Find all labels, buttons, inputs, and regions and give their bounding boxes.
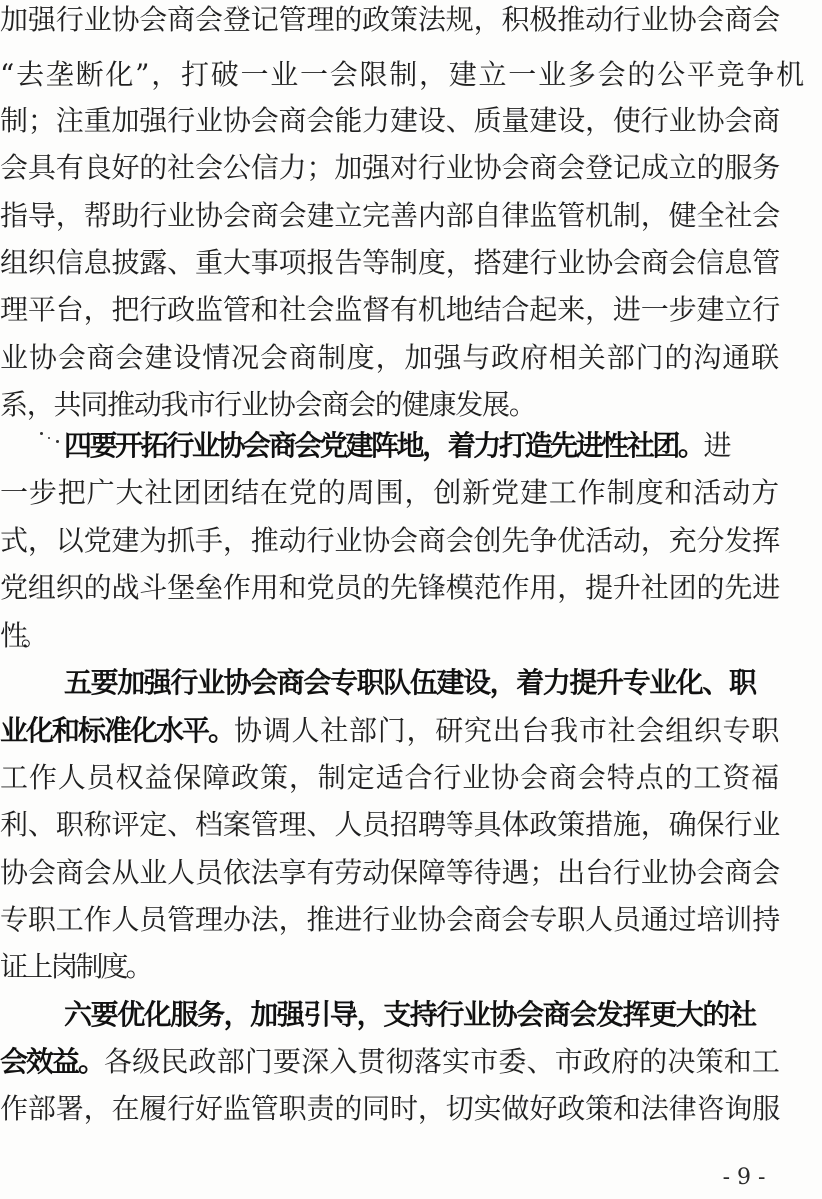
section-heading-5: 五要加强行业协会商会专职队伍建设，着力提升专业化、职 bbox=[64, 666, 756, 699]
text: 党组织的战斗堡垒作用和党员的先锋模范作用，提升社团的先进 bbox=[0, 571, 781, 604]
paragraph-3-line-3 bbox=[0, 751, 822, 805]
paragraph-3-line-7 bbox=[0, 940, 822, 994]
text: 业协会商会建设情况会商制度，加强与政府相关部门的沟通联 bbox=[0, 341, 781, 374]
text: 会具有良好的社会公信力；加强对行业协会商会登记成立的服务 bbox=[0, 151, 781, 184]
paragraph-2-line-4 bbox=[0, 561, 822, 615]
paragraph-1-line-8 bbox=[0, 331, 822, 385]
paragraph-4-line-3 bbox=[0, 1082, 822, 1136]
text: 制；注重加强行业协会商会能力建设、质量建设，使行业协会商 bbox=[0, 104, 781, 137]
paragraph-2-line-2 bbox=[0, 466, 822, 520]
section-heading-6: 六要优化服务，加强引导，支持行业协会商会发挥更大的社 bbox=[64, 998, 756, 1031]
text: 系，共同推动我市行业协会商会的健康发展。 bbox=[0, 388, 536, 421]
paragraph-4-line-1 bbox=[0, 988, 822, 1042]
text: “去垄断化”，打破一业一会限制，建立一业多会的公平竞争机 bbox=[0, 58, 806, 91]
text: 各级民政部门要深入贯彻落实市委、市政府的决策和工 bbox=[104, 1045, 781, 1078]
text: 作部署，在履行好监管职责的同时，切实做好政策和法律咨询服 bbox=[0, 1092, 781, 1125]
text: 利、职称评定、档案管理、人员招聘等具体政策措施，确保行业 bbox=[0, 808, 781, 841]
text: 式，以党建为抓手，推动行业协会商会创先争优活动，充分发挥 bbox=[0, 524, 781, 557]
paragraph-3-line-5 bbox=[0, 846, 822, 900]
text: 协会商会从业人员依法享有劳动保障等待遇；出台行业协会商会 bbox=[0, 856, 781, 889]
page-number: - 9 - bbox=[722, 1165, 766, 1190]
paragraph-2-line-5 bbox=[0, 609, 822, 663]
text: 协调人社部门，研究出台我市社会组织专职 bbox=[234, 714, 781, 747]
paragraph-3-line-1 bbox=[0, 656, 822, 710]
section-heading-6-cont: 会效益。 bbox=[0, 1045, 105, 1078]
section-heading-5-cont: 业化和标准化水平。 bbox=[0, 714, 235, 747]
paragraph-3-line-2 bbox=[0, 704, 822, 758]
text: 工作人员权益保障政策，制定适合行业协会商会特点的工资福 bbox=[0, 761, 781, 794]
text: 组织信息披露、重大事项报告等制度，搭建行业协会商会信息管 bbox=[0, 246, 781, 279]
text: 理平台，把行政监管和社会监督有机地结合起来，进一步建立行 bbox=[0, 293, 781, 326]
text: 加强行业协会商会登记管理的政策法规，积极推动行业协会商会 bbox=[0, 3, 781, 36]
paragraph-4-line-2 bbox=[0, 1035, 822, 1089]
paragraph-3-line-4 bbox=[0, 798, 822, 852]
text: 性。 bbox=[0, 619, 42, 652]
text: 指导，帮助行业协会商会建立完善内部自律监管机制，健全社会 bbox=[0, 199, 781, 232]
paragraph-3-line-6 bbox=[0, 893, 822, 947]
text: 进 bbox=[703, 429, 735, 462]
text: 证上岗制度。 bbox=[0, 950, 151, 983]
paragraph-2-line-1 bbox=[0, 419, 822, 473]
paragraph-1-line-7 bbox=[0, 283, 822, 337]
paragraph-1-line-5 bbox=[0, 189, 822, 243]
paragraph-2-line-3 bbox=[0, 514, 822, 568]
text: 一步把广大社团团结在党的周围，创新党建工作制度和活动方 bbox=[0, 476, 781, 509]
text: 专职工作人员管理办法，推进行业协会商会专职人员通过培训持 bbox=[0, 903, 781, 936]
section-heading-4: 四要开拓行业协会商会党建阵地，着力打造先进性社团。 bbox=[64, 429, 704, 462]
paragraph-1-line-4 bbox=[0, 141, 822, 195]
paragraph-1-line-6 bbox=[0, 236, 822, 290]
paragraph-1-line-1 bbox=[0, 0, 822, 47]
paragraph-1-line-3 bbox=[0, 94, 822, 148]
